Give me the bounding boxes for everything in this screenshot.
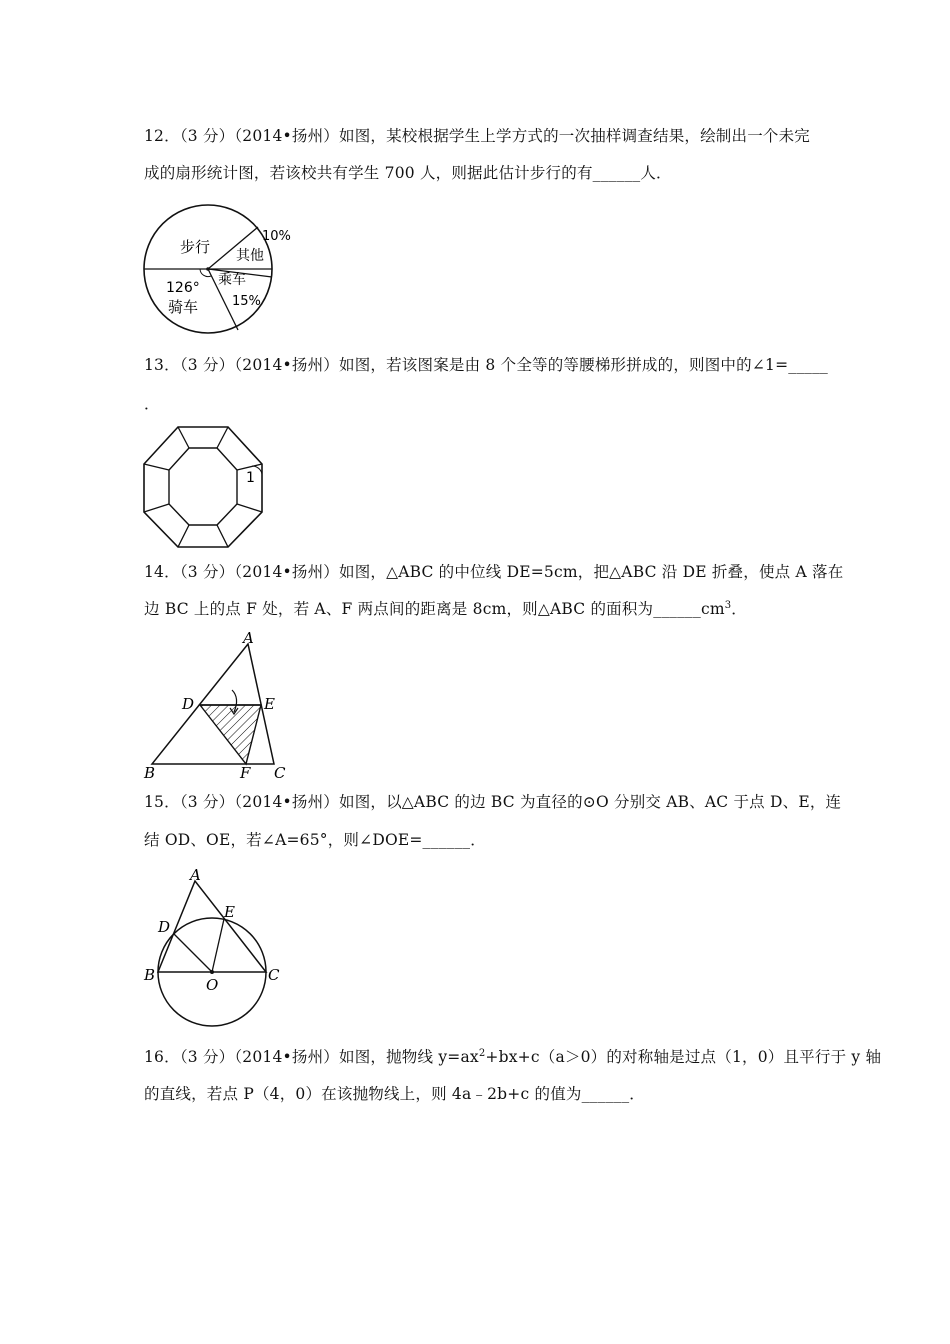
q14-label-E: E — [264, 695, 275, 713]
q14-triangle-fold-figure — [140, 629, 300, 782]
q15-label-A: A — [190, 866, 201, 884]
q14-label-C: C — [274, 764, 286, 782]
q15-label-C: C — [268, 966, 280, 984]
q16-line2: 的直线，若点 P（4，0）在该抛物线上，则 4a﹣2b+c 的值为______． — [144, 1085, 645, 1103]
q14-line2: 边 BC 上的点 F 处，若 A、F 两点间的距离是 8cm，则△ABC 的面积为$\_\_\_\_\_\_cm^3$． — [144, 600, 747, 618]
q15-circle-triangle-figure — [140, 864, 290, 1030]
q14-label-F: F — [240, 764, 251, 782]
q12-label-bus-pct: 15% — [232, 294, 261, 309]
q12-label-walk: 步行 — [180, 238, 211, 256]
q15-label-E: E — [224, 903, 235, 921]
q15-label-O: O — [206, 976, 219, 994]
q15-label-B: B — [144, 966, 156, 984]
q12-line1: 12．（3 分）（2014•扬州）如图，某校根据学生上学方式的一次抽样调查结果，绘制出一个未完 — [144, 127, 811, 145]
q13-line2: ． — [144, 395, 160, 413]
q14-label-B: B — [144, 764, 156, 782]
q14-label-A: A — [243, 629, 254, 647]
q12-label-bus: 乘车 — [218, 272, 246, 288]
q12-label-other: 其他 — [236, 248, 264, 264]
q15-line1: 15．（3 分）（2014•扬州）如图，以△ABC 的边 BC 为直径的⊙O 分别交 AB、AC 于点 D、E，连 — [144, 793, 842, 811]
q13-line1: 13．（3 分）（2014•扬州）如图，若该图案是由 8 个全等的等腰梯形拼成的，则图中的∠1=_____ — [144, 356, 829, 374]
q12-label-bike-angle: 126° — [166, 280, 200, 296]
q15-label-D: D — [158, 918, 171, 936]
q13-octagon-figure — [140, 424, 270, 550]
q12-pie-chart-figure — [138, 200, 298, 340]
q12-label-bike: 骑车 — [168, 298, 199, 316]
q14-label-D: D — [182, 695, 195, 713]
q14-line1: 14．（3 分）（2014•扬州）如图，△ABC 的中位线 DE=5cm，把△ABC 沿 DE 折叠，使点 A 落在 — [144, 563, 844, 581]
q12-line2: 成的扇形统计图，若该校共有学生 700 人，则据此估计步行的有______人． — [144, 164, 672, 182]
q15-line2: 结 OD、OE，若∠A=65°，则∠DOE=______． — [144, 831, 486, 849]
q12-label-other-pct: 10% — [262, 229, 291, 244]
q16-line1: 16．（3 分）（2014•扬州）如图，抛物线 $y=ax^2+bx+c(a>0)$的对称轴是过点（1，0）且平行于 y 轴 — [144, 1048, 882, 1066]
q13-angle-label: 1 — [246, 470, 255, 486]
